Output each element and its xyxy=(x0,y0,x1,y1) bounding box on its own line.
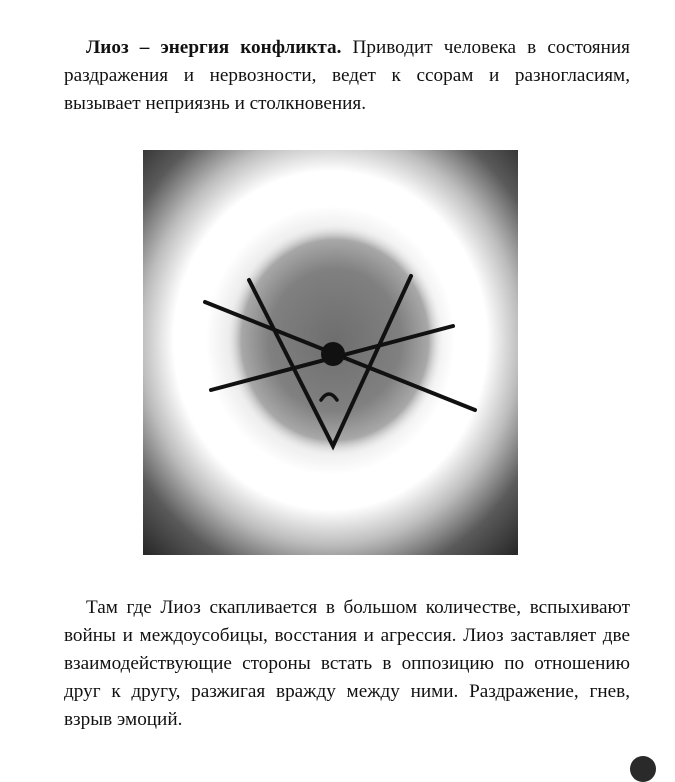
intro-text: Приводит человека в состояния раздражения и нервозности, ведет к ссорам и разногласиям, вызывает неприязнь и столкновения. xyxy=(64,37,630,114)
figure-core xyxy=(225,222,445,458)
term-heading: Лиоз – энергия конфликта. xyxy=(86,37,342,58)
lioz-symbol-figure xyxy=(143,150,518,555)
body-paragraph: Там где Лиоз скапливается в большом количестве, вспыхивают войны и междоусобицы, восстания и агрессия. Лиоз заставляет две взаимодействующие стороны встать в оппозицию по отношению друг к другу, разжигая вражду между ними. Раздражение, гнев, взрыв эмоций. xyxy=(64,597,630,730)
intro-paragraph xyxy=(64,34,630,118)
lioz-symbol-image xyxy=(143,150,518,555)
center-dot xyxy=(321,342,345,366)
page-corner-dot xyxy=(630,756,656,782)
